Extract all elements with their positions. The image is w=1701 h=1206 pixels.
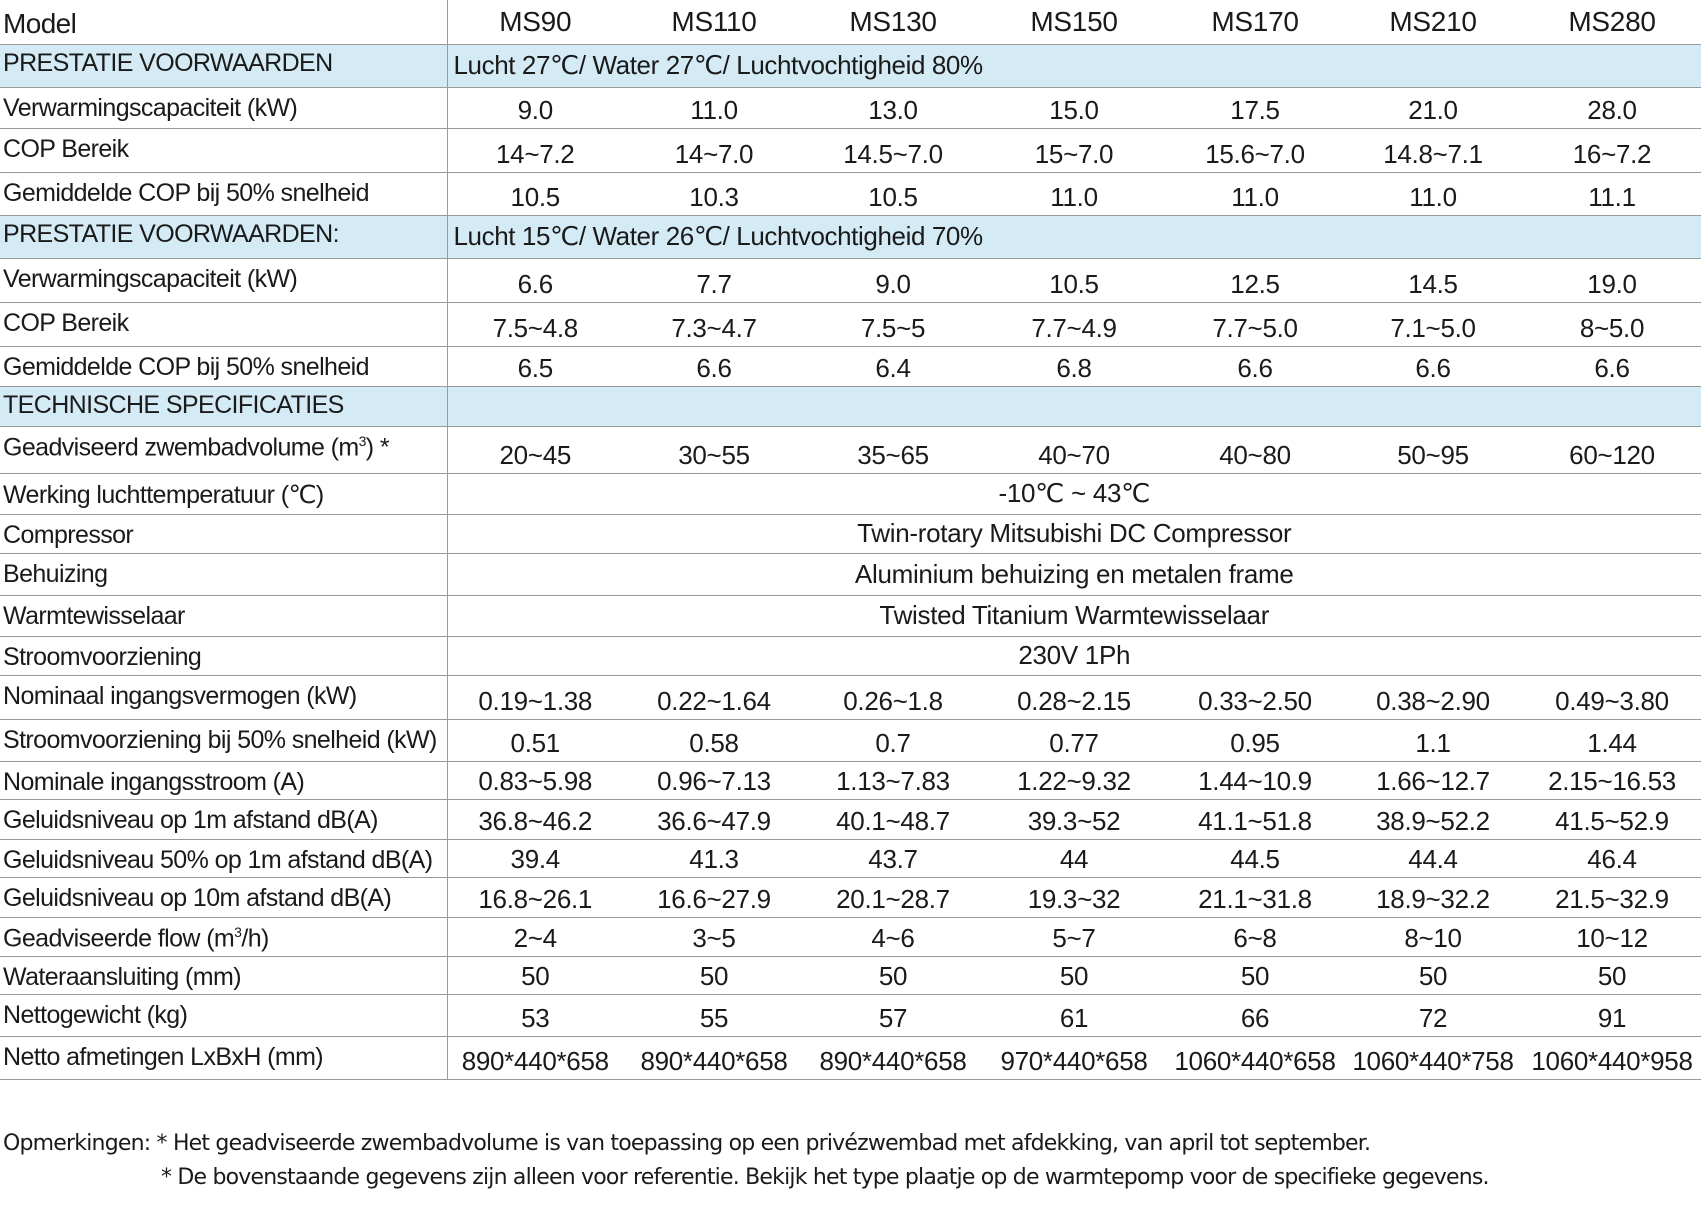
cell-value: 12.5 bbox=[1167, 258, 1343, 302]
cell-value: 6.6 bbox=[623, 346, 805, 386]
cell-value: 14.8~7.1 bbox=[1343, 128, 1523, 172]
cell-value: 7.7~5.0 bbox=[1167, 302, 1343, 346]
table-row bbox=[0, 917, 1701, 956]
row-label: Compressor bbox=[0, 514, 447, 553]
label-text: /h) bbox=[241, 923, 269, 952]
cell-value: 10~12 bbox=[1523, 917, 1701, 956]
cell-value: 970*440*658 bbox=[981, 1036, 1167, 1079]
cell-value: 50 bbox=[447, 956, 623, 994]
cell-value: 8~10 bbox=[1343, 917, 1523, 956]
cell-value: 0.19~1.38 bbox=[447, 675, 623, 719]
row-label: Geluidsniveau 50% op 1m afstand dB(A) bbox=[0, 839, 447, 877]
cell-value: 44.5 bbox=[1167, 839, 1343, 877]
cell-value: 7.7 bbox=[623, 258, 805, 302]
cell-value: 19.3~32 bbox=[981, 877, 1167, 917]
cell-value: 50 bbox=[981, 956, 1167, 994]
section-title: PRESTATIE VOORWAARDEN bbox=[0, 44, 447, 87]
table-row bbox=[0, 636, 1701, 675]
cell-value: 91 bbox=[1523, 994, 1701, 1036]
table-row bbox=[0, 128, 1701, 172]
cell-value: 21.0 bbox=[1343, 87, 1523, 128]
cell-value: 41.1~51.8 bbox=[1167, 799, 1343, 839]
cell-value: 15~7.0 bbox=[981, 128, 1167, 172]
cell-value-span: Aluminium behuizing en metalen frame bbox=[447, 553, 1701, 595]
row-label: Stroomvoorziening bbox=[0, 636, 447, 675]
cell-value: 10.5 bbox=[805, 172, 981, 215]
table-row bbox=[0, 994, 1701, 1036]
model-header-label: Model bbox=[0, 0, 447, 44]
cell-value: 36.8~46.2 bbox=[447, 799, 623, 839]
cell-value: 0.26~1.8 bbox=[805, 675, 981, 719]
cell-value: 15.6~7.0 bbox=[1167, 128, 1343, 172]
cell-value: 4~6 bbox=[805, 917, 981, 956]
cell-value: 50 bbox=[623, 956, 805, 994]
row-label: Wateraansluiting (mm) bbox=[0, 956, 447, 994]
cell-value: 14~7.0 bbox=[623, 128, 805, 172]
cell-value: 0.51 bbox=[447, 719, 623, 761]
table-row bbox=[0, 595, 1701, 636]
section-row bbox=[0, 386, 1701, 426]
cell-value: 6.6 bbox=[447, 258, 623, 302]
cell-value: 60~120 bbox=[1523, 426, 1701, 473]
row-label: Nettogewicht (kg) bbox=[0, 994, 447, 1036]
label-text: ) * bbox=[365, 432, 389, 461]
table-row bbox=[0, 877, 1701, 917]
table-row bbox=[0, 172, 1701, 215]
cell-value: 7.5~4.8 bbox=[447, 302, 623, 346]
cell-value: 3~5 bbox=[623, 917, 805, 956]
cell-value: 2~4 bbox=[447, 917, 623, 956]
cell-value: 14.5~7.0 bbox=[805, 128, 981, 172]
table-row bbox=[0, 799, 1701, 839]
cell-value: 0.22~1.64 bbox=[623, 675, 805, 719]
cell-value: 41.5~52.9 bbox=[1523, 799, 1701, 839]
row-label: Verwarmingscapaciteit (kW) bbox=[0, 258, 447, 302]
cell-value: 0.77 bbox=[981, 719, 1167, 761]
remark-note-1: * Het geadviseerde zwembadvolume is van toepassing op een privézwembad met afdekking, van april tot september. bbox=[156, 1131, 1371, 1156]
cell-value: 1060*440*758 bbox=[1343, 1036, 1523, 1079]
cell-value: 7.1~5.0 bbox=[1343, 302, 1523, 346]
cell-value: 5~7 bbox=[981, 917, 1167, 956]
cell-value: 43.7 bbox=[805, 839, 981, 877]
cell-value: 7.3~4.7 bbox=[623, 302, 805, 346]
row-label-pool-volume bbox=[0, 426, 447, 473]
cell-value: 40.1~48.7 bbox=[805, 799, 981, 839]
cell-value: 18.9~32.2 bbox=[1343, 877, 1523, 917]
cell-value: 11.0 bbox=[981, 172, 1167, 215]
cell-value: 0.38~2.90 bbox=[1343, 675, 1523, 719]
cell-value: 0.28~2.15 bbox=[981, 675, 1167, 719]
row-label: COP Bereik bbox=[0, 128, 447, 172]
cell-value: 50~95 bbox=[1343, 426, 1523, 473]
cell-value: 21.1~31.8 bbox=[1167, 877, 1343, 917]
cell-value: 40~80 bbox=[1167, 426, 1343, 473]
row-label: Warmtewisselaar bbox=[0, 595, 447, 636]
cell-value: 890*440*658 bbox=[805, 1036, 981, 1079]
table-row bbox=[0, 473, 1701, 514]
cell-value: 7.5~5 bbox=[805, 302, 981, 346]
row-label: Geluidsniveau op 10m afstand dB(A) bbox=[0, 877, 447, 917]
cell-value: 41.3 bbox=[623, 839, 805, 877]
cell-value: 50 bbox=[1343, 956, 1523, 994]
cell-value: 28.0 bbox=[1523, 87, 1701, 128]
remarks-line-1 bbox=[3, 1127, 1489, 1161]
cell-value-span: -10℃ ~ 43℃ bbox=[447, 473, 1701, 514]
cell-value: 1060*440*658 bbox=[1167, 1036, 1343, 1079]
cell-value: 55 bbox=[623, 994, 805, 1036]
cell-value: 9.0 bbox=[805, 258, 981, 302]
model-ms90: MS90 bbox=[447, 0, 623, 44]
table-row bbox=[0, 258, 1701, 302]
table-row bbox=[0, 87, 1701, 128]
cell-value: 9.0 bbox=[447, 87, 623, 128]
cell-value: 66 bbox=[1167, 994, 1343, 1036]
cell-value: 10.5 bbox=[447, 172, 623, 215]
remarks-line-2 bbox=[3, 1161, 1489, 1195]
table-row bbox=[0, 719, 1701, 761]
cell-value: 0.95 bbox=[1167, 719, 1343, 761]
cell-value: 30~55 bbox=[623, 426, 805, 473]
row-label: Geluidsniveau op 1m afstand dB(A) bbox=[0, 799, 447, 839]
cell-value: 1.13~7.83 bbox=[805, 761, 981, 799]
cell-value: 0.96~7.13 bbox=[623, 761, 805, 799]
table-row bbox=[0, 302, 1701, 346]
cell-value: 11.0 bbox=[623, 87, 805, 128]
cell-value: 46.4 bbox=[1523, 839, 1701, 877]
cell-value: 1.1 bbox=[1343, 719, 1523, 761]
label-text: Geadviseerde flow (m bbox=[3, 923, 235, 952]
table-row bbox=[0, 553, 1701, 595]
cell-value: 17.5 bbox=[1167, 87, 1343, 128]
remarks-prefix: Opmerkingen: bbox=[3, 1131, 151, 1156]
table-row bbox=[0, 514, 1701, 553]
cell-value: 1.44~10.9 bbox=[1167, 761, 1343, 799]
cell-value: 39.3~52 bbox=[981, 799, 1167, 839]
remark-note-2: * De bovenstaande gegevens zijn alleen voor referentie. Bekijk het type plaatje op de warmtepomp voor de specifieke gegevens. bbox=[161, 1165, 1489, 1190]
model-ms280: MS280 bbox=[1523, 0, 1701, 44]
cell-value-span: Twin-rotary Mitsubishi DC Compressor bbox=[447, 514, 1701, 553]
cell-value: 1.66~12.7 bbox=[1343, 761, 1523, 799]
section-conditions: Lucht 15℃/ Water 26℃/ Luchtvochtigheid 70% bbox=[447, 215, 1701, 258]
cell-value: 13.0 bbox=[805, 87, 981, 128]
cell-value: 8~5.0 bbox=[1523, 302, 1701, 346]
row-label: Werking luchttemperatuur (℃) bbox=[0, 473, 447, 514]
table-row bbox=[0, 839, 1701, 877]
cell-value: 36.6~47.9 bbox=[623, 799, 805, 839]
cell-value: 19.0 bbox=[1523, 258, 1701, 302]
cell-value: 44.4 bbox=[1343, 839, 1523, 877]
row-label: Stroomvoorziening bij 50% snelheid (kW) bbox=[0, 719, 447, 761]
cell-value: 21.5~32.9 bbox=[1523, 877, 1701, 917]
cell-value: 6~8 bbox=[1167, 917, 1343, 956]
cell-value: 0.83~5.98 bbox=[447, 761, 623, 799]
row-label: Netto afmetingen LxBxH (mm) bbox=[0, 1036, 447, 1079]
cell-value: 6.6 bbox=[1343, 346, 1523, 386]
cell-value: 6.5 bbox=[447, 346, 623, 386]
row-label: COP Bereik bbox=[0, 302, 447, 346]
cell-value: 50 bbox=[1167, 956, 1343, 994]
cell-value: 7.7~4.9 bbox=[981, 302, 1167, 346]
cell-value: 14~7.2 bbox=[447, 128, 623, 172]
section-row bbox=[0, 44, 1701, 87]
model-ms130: MS130 bbox=[805, 0, 981, 44]
cell-value: 10.3 bbox=[623, 172, 805, 215]
cell-value: 50 bbox=[1523, 956, 1701, 994]
remarks bbox=[3, 1127, 1489, 1195]
cell-value: 890*440*658 bbox=[623, 1036, 805, 1079]
cell-value: 16.6~27.9 bbox=[623, 877, 805, 917]
table-row bbox=[0, 761, 1701, 799]
cell-value: 1.44 bbox=[1523, 719, 1701, 761]
cell-value: 50 bbox=[805, 956, 981, 994]
cell-value-span: Twisted Titanium Warmtewisselaar bbox=[447, 595, 1701, 636]
row-label: Behuizing bbox=[0, 553, 447, 595]
cell-value: 0.7 bbox=[805, 719, 981, 761]
cell-value: 39.4 bbox=[447, 839, 623, 877]
table-row bbox=[0, 1036, 1701, 1079]
table-row bbox=[0, 675, 1701, 719]
cell-value: 0.49~3.80 bbox=[1523, 675, 1701, 719]
cell-value: 10.5 bbox=[981, 258, 1167, 302]
cell-value: 1060*440*958 bbox=[1523, 1036, 1701, 1079]
model-ms150: MS150 bbox=[981, 0, 1167, 44]
label-sup: 3 bbox=[358, 432, 366, 449]
row-label-flow bbox=[0, 917, 447, 956]
cell-value: 16~7.2 bbox=[1523, 128, 1701, 172]
header-row bbox=[0, 0, 1701, 44]
row-label: Gemiddelde COP bij 50% snelheid bbox=[0, 346, 447, 386]
cell-value: 6.8 bbox=[981, 346, 1167, 386]
model-ms170: MS170 bbox=[1167, 0, 1343, 44]
table-row bbox=[0, 956, 1701, 994]
cell-value-span: 230V 1Ph bbox=[447, 636, 1701, 675]
cell-value: 11.0 bbox=[1343, 172, 1523, 215]
cell-value: 14.5 bbox=[1343, 258, 1523, 302]
cell-value: 35~65 bbox=[805, 426, 981, 473]
cell-value: 57 bbox=[805, 994, 981, 1036]
cell-value: 0.33~2.50 bbox=[1167, 675, 1343, 719]
section-title: PRESTATIE VOORWAARDEN: bbox=[0, 215, 447, 258]
cell-value: 6.6 bbox=[1167, 346, 1343, 386]
cell-value: 11.1 bbox=[1523, 172, 1701, 215]
label-sup: 3 bbox=[234, 923, 242, 940]
cell-value: 890*440*658 bbox=[447, 1036, 623, 1079]
cell-value: 40~70 bbox=[981, 426, 1167, 473]
cell-value: 16.8~26.1 bbox=[447, 877, 623, 917]
table-row bbox=[0, 346, 1701, 386]
section-conditions-empty bbox=[447, 386, 1701, 426]
section-conditions: Lucht 27℃/ Water 27℃/ Luchtvochtigheid 80% bbox=[447, 44, 1701, 87]
table-row bbox=[0, 426, 1701, 473]
cell-value: 6.6 bbox=[1523, 346, 1701, 386]
cell-value: 20~45 bbox=[447, 426, 623, 473]
cell-value: 11.0 bbox=[1167, 172, 1343, 215]
row-label: Verwarmingscapaciteit (kW) bbox=[0, 87, 447, 128]
cell-value: 38.9~52.2 bbox=[1343, 799, 1523, 839]
cell-value: 6.4 bbox=[805, 346, 981, 386]
cell-value: 2.15~16.53 bbox=[1523, 761, 1701, 799]
cell-value: 1.22~9.32 bbox=[981, 761, 1167, 799]
cell-value: 15.0 bbox=[981, 87, 1167, 128]
row-label: Nominale ingangsstroom (A) bbox=[0, 761, 447, 799]
cell-value: 0.58 bbox=[623, 719, 805, 761]
model-ms210: MS210 bbox=[1343, 0, 1523, 44]
cell-value: 72 bbox=[1343, 994, 1523, 1036]
section-row bbox=[0, 215, 1701, 258]
label-text: Geadviseerd zwembadvolume (m bbox=[3, 432, 359, 461]
cell-value: 20.1~28.7 bbox=[805, 877, 981, 917]
cell-value: 44 bbox=[981, 839, 1167, 877]
section-title: TECHNISCHE SPECIFICATIES bbox=[0, 386, 447, 426]
cell-value: 61 bbox=[981, 994, 1167, 1036]
cell-value: 53 bbox=[447, 994, 623, 1036]
row-label: Gemiddelde COP bij 50% snelheid bbox=[0, 172, 447, 215]
model-ms110: MS110 bbox=[623, 0, 805, 44]
row-label: Nominaal ingangsvermogen (kW) bbox=[0, 675, 447, 719]
